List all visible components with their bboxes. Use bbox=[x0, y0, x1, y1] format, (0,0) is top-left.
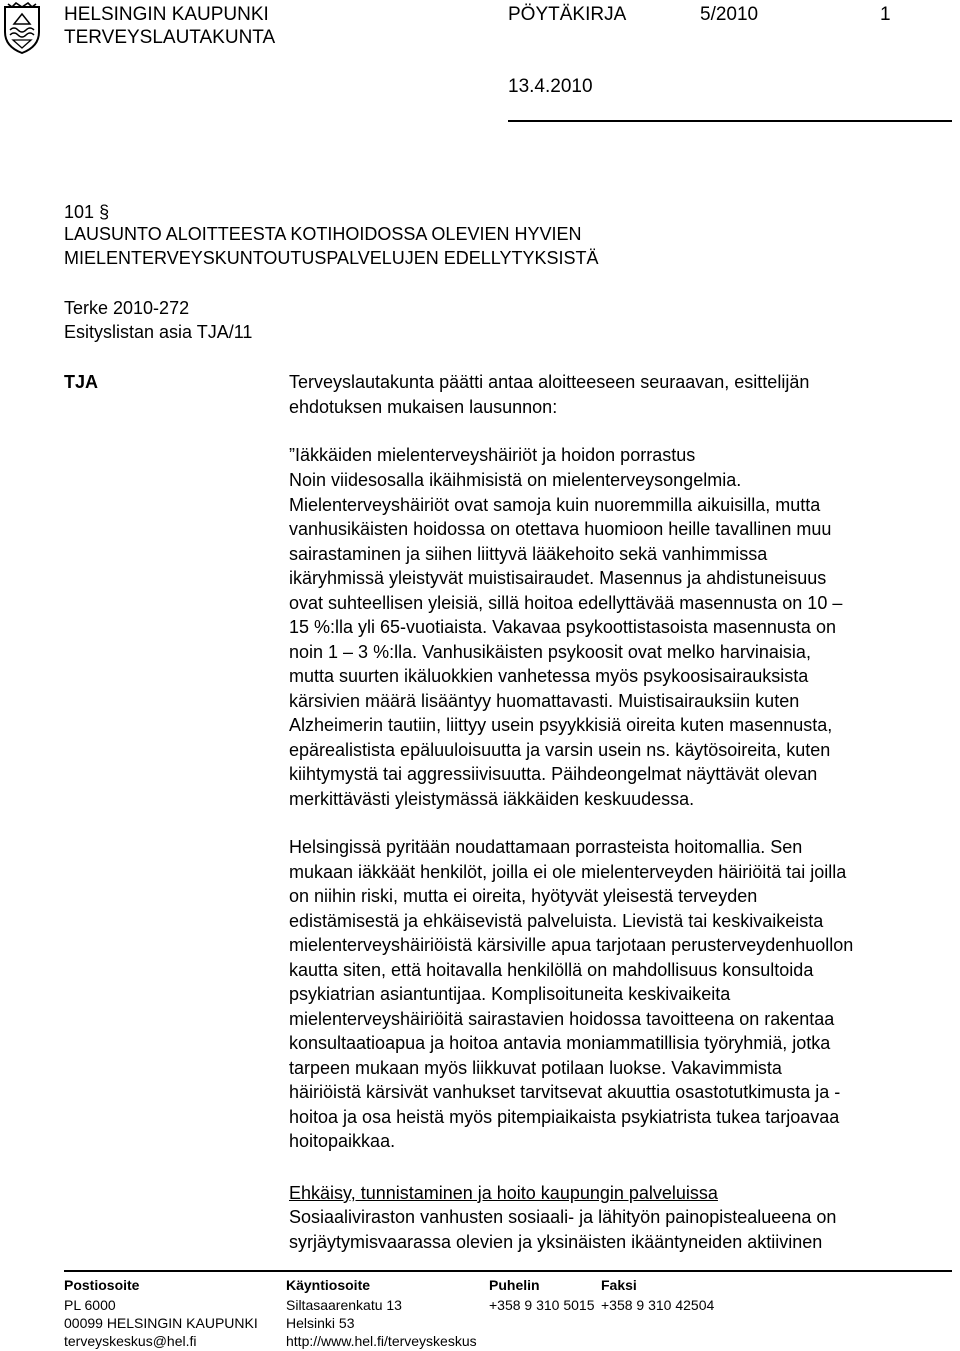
text-line: Terveyslautakunta päätti antaa aloitteeseen seuraavan, esittelijän bbox=[289, 372, 810, 392]
email-address: terveyskeskus@hel.fi bbox=[64, 1333, 197, 1349]
statement-subheading: Ehkäisy, tunnistaminen ja hoito kaupungin palveluissa bbox=[289, 1183, 718, 1203]
postal-address-label: Postiosoite bbox=[64, 1277, 140, 1293]
postal-address-line: PL 6000 bbox=[64, 1297, 116, 1313]
text-line: edistämisestä ja ehkäisevistä palveluista. Lievistä tai keskivaikeista bbox=[289, 910, 824, 931]
phone-number: +358 9 310 5015 bbox=[489, 1297, 595, 1313]
website-address: http://www.hel.fi/terveyskeskus bbox=[286, 1333, 477, 1349]
section-mark: § bbox=[99, 202, 110, 222]
decision-label: TJA bbox=[64, 372, 99, 392]
text-line: psykiatrian asiantuntijaa. Komplisoituneita keskivaikeita bbox=[289, 984, 731, 1004]
text-line: häiriöistä kärsivät vanhukset tarvitsevat akuuttia osastotutkimusta ja - bbox=[289, 1082, 841, 1102]
reference-number: Terke 2010-272 bbox=[64, 298, 190, 318]
footer-rule bbox=[64, 1270, 952, 1272]
text-line: noin 1 – 3 %:lla. Vanhusikäisten psykoosit ovat melko harvinaisia, bbox=[289, 641, 811, 662]
text-line: Mielenterveyshäiriöt ovat samoja kuin nuoremmilla aikuisilla, mutta bbox=[289, 494, 821, 515]
postal-address-line: 00099 HELSINGIN KAUPUNKI bbox=[64, 1315, 258, 1331]
item-number-line bbox=[64, 200, 109, 224]
fax-label: Faksi bbox=[601, 1277, 637, 1293]
text-line: mukaan iäkkäät henkilöt, joilla ei ole mielenterveyden häiriöitä tai joilla bbox=[289, 861, 847, 882]
text-line: ikäryhmissä yleistyvät muistisairaudet. Masennus ja ahdistuneisuus bbox=[289, 568, 827, 588]
page-number: 1 bbox=[880, 4, 891, 25]
text-line: konsultaatioapua ja hoitoa antavia moniammatillisia työryhmiä, jotka bbox=[289, 1033, 831, 1053]
text-line: hoitoa ja osa heistä myös pitempiaikaista psykiatrista tukea tarjoavaa bbox=[289, 1106, 840, 1127]
text-line: ovat suhteellisen yleisiä, sillä hoitoa edellyttävää masennusta on 10 – bbox=[289, 592, 843, 613]
agenda-reference: Esityslistan asia TJA/11 bbox=[64, 322, 253, 342]
decision-text bbox=[289, 370, 949, 419]
doc-type: PÖYTÄKIRJA bbox=[508, 4, 627, 25]
phone-label: Puhelin bbox=[489, 1277, 540, 1293]
item-number: 101 bbox=[64, 202, 95, 222]
text-line: mielenterveyshäiriöitä sairastavien hoidossa tavoitteena on rakentaa bbox=[289, 1008, 835, 1029]
org-department: TERVEYSLAUTAKUNTA bbox=[64, 27, 276, 48]
header-rule bbox=[508, 120, 952, 122]
statement-paragraph-2 bbox=[289, 835, 949, 1154]
fax-number: +358 9 310 42504 bbox=[601, 1297, 715, 1313]
text-line: 15 %:lla yli 65-vuotiaista. Vakavaa psykoottistasoista masennusta on bbox=[289, 617, 836, 637]
text-line: on niihin riski, mutta ei oireita, hyötyvät yleisestä terveyden bbox=[289, 886, 758, 906]
statement-paragraph-3 bbox=[289, 1205, 949, 1254]
text-line: kärsivien määrä lisääntyy huomattavasti. Muistisairauksiin kuten bbox=[289, 690, 800, 711]
text-line: kiihtymystä tai aggressiivisuutta. Päihdeongelmat näyttävät olevan bbox=[289, 764, 818, 784]
visiting-address-line: Helsinki 53 bbox=[286, 1315, 355, 1331]
text-line: ehdotuksen mukaisen lausunnon: bbox=[289, 396, 558, 417]
org-name: HELSINGIN KAUPUNKI bbox=[64, 4, 269, 25]
visiting-address-label: Käyntiosoite bbox=[286, 1277, 371, 1293]
text-line: tarpeen mukaan myös liikkuvat potilaan luokse. Vakavimmista bbox=[289, 1057, 782, 1078]
visiting-address-line: Siltasaarenkatu 13 bbox=[286, 1297, 402, 1313]
text-line: merkittävästi yleistymässä iäkkäiden keskuudessa. bbox=[289, 788, 695, 809]
text-line: sairastaminen ja siihen liittyvä lääkehoito sekä vanhimmissa bbox=[289, 543, 768, 564]
text-line: kautta siten, että hoitavalla henkilöllä on mahdollisuus konsultoida bbox=[289, 959, 814, 980]
text-line: vanhusikäisten hoidossa on otettava huomioon heille tavallinen muu bbox=[289, 519, 832, 539]
text-line: epärealistista epäluuloisuutta ja varsin usein ns. käytösoireita, kuten bbox=[289, 739, 831, 760]
statement-heading: ”Iäkkäiden mielenterveyshäiriöt ja hoidon porrastus bbox=[289, 445, 696, 465]
statement-paragraph-1 bbox=[289, 468, 949, 811]
doc-number: 5/2010 bbox=[700, 4, 759, 25]
item-title-line2: MIELENTERVEYSKUNTOUTUSPALVELUJEN EDELLYTYKSISTÄ bbox=[64, 248, 599, 268]
text-line: syrjäytymisvaarassa olevien ja yksinäisten ikääntyneiden aktiivinen bbox=[289, 1231, 823, 1252]
meeting-date: 13.4.2010 bbox=[508, 76, 593, 97]
text-line: mutta suurten ikäluokkien vanhetessa myös psykoosisairauksista bbox=[289, 666, 809, 686]
helsinki-crest-logo bbox=[2, 2, 42, 54]
text-line: Sosiaaliviraston vanhusten sosiaali- ja lähityön painopistealueena on bbox=[289, 1207, 837, 1227]
text-line: Alzheimerin tautiin, liittyy usein psyykkisiä oireita kuten masennusta, bbox=[289, 715, 833, 735]
text-line: hoitopaikkaa. bbox=[289, 1131, 396, 1151]
text-line: Noin viidesosalla ikäihmisistä on mielenterveysongelmia. bbox=[289, 470, 742, 490]
text-line: mielenterveyshäiriöistä kärsiville apua tarjotaan perusterveydenhuollon bbox=[289, 935, 854, 955]
item-title-line1: LAUSUNTO ALOITTEESTA KOTIHOIDOSSA OLEVIEN HYVIEN bbox=[64, 224, 582, 244]
text-line: Helsingissä pyritään noudattamaan porrasteista hoitomallia. Sen bbox=[289, 837, 803, 857]
